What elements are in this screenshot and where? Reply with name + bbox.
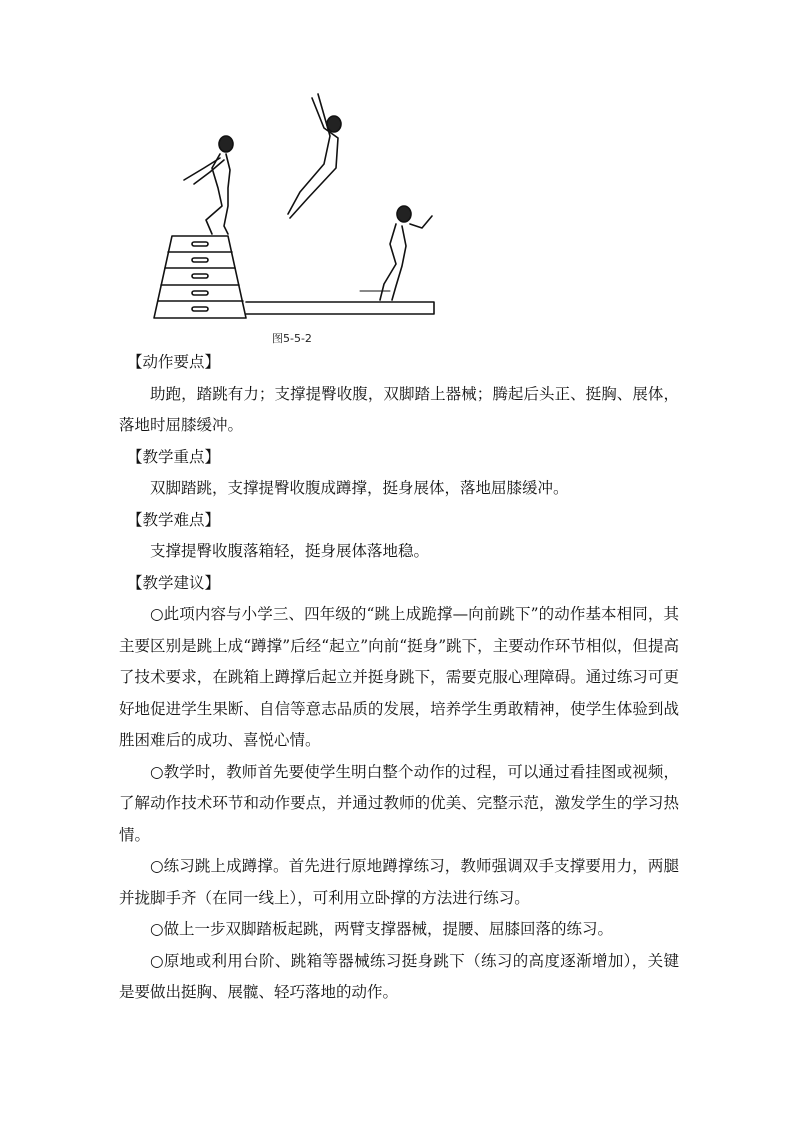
figure-caption: 图5-5-2 bbox=[272, 332, 312, 345]
teaching-focus-text: 双脚踏跳，支撑提臀收腹成蹲撑，挺身展体，落地屈膝缓冲。 bbox=[150, 479, 569, 497]
document-body bbox=[119, 347, 679, 1009]
gymnast-landing bbox=[380, 206, 432, 300]
heading-teaching-focus: 【教学重点】 bbox=[127, 447, 221, 466]
vault-sequence-drawing bbox=[140, 88, 440, 328]
heading-teaching-difficulty: 【教学难点】 bbox=[127, 510, 221, 529]
suggestion-paragraph: ○此项内容与小学三、四年级的“跳上成跪撑—向前跳下”的动作基本相同，其主要区别是跳上成“蹲撑”后经“起立”向前“挺身”跳下，主要动作环节相似，但提高了技术要求，在跳箱上蹲撑后起立并挺身跳下，需要克服心理障碍。通过练习可更好地促进学生果断、自信等意志品质的发展，培养学生勇敢精神，使学生体验到战胜困难后的成功、喜悦心情。 bbox=[119, 605, 679, 749]
landing-mat bbox=[246, 291, 434, 314]
vault-illustration bbox=[140, 88, 440, 328]
suggestion-paragraph: ○练习跳上成蹲撑。首先进行原地蹲撑练习，教师强调双手支撑要用力，两腿并拢脚手齐（在同一线上），可利用立卧撑的方法进行练习。 bbox=[119, 857, 679, 907]
suggestion-paragraph: ○做上一步双脚踏板起跳，两臂支撑器械，提腰、屈膝回落的练习。 bbox=[150, 920, 614, 938]
suggestion-paragraph: ○教学时，教师首先要使学生明白整个动作的过程，可以通过看挂图或视频，了解动作技术环节和动作要点，并通过教师的优美、完整示范，激发学生的学习热情。 bbox=[119, 762, 679, 844]
teaching-difficulty-text: 支撑提臀收腹落箱轻，挺身展体落地稳。 bbox=[150, 542, 430, 560]
gymnast-in-flight bbox=[288, 94, 341, 218]
suggestion-paragraph: ○原地或利用台阶、跳箱等器械练习挺身跳下（练习的高度逐渐增加），关键是要做出挺胸、展髋、轻巧落地的动作。 bbox=[119, 951, 679, 1001]
gymnast-on-box bbox=[184, 136, 233, 234]
key-points-text: 助跑，踏跳有力；支撑提臀收腹，双脚踏上器械；腾起后头正、挺胸、展体，落地时屈膝缓冲。 bbox=[119, 384, 679, 434]
heading-suggestions: 【教学建议】 bbox=[127, 573, 221, 592]
heading-key-points: 【动作要点】 bbox=[127, 353, 221, 371]
vaulting-box bbox=[154, 236, 246, 318]
